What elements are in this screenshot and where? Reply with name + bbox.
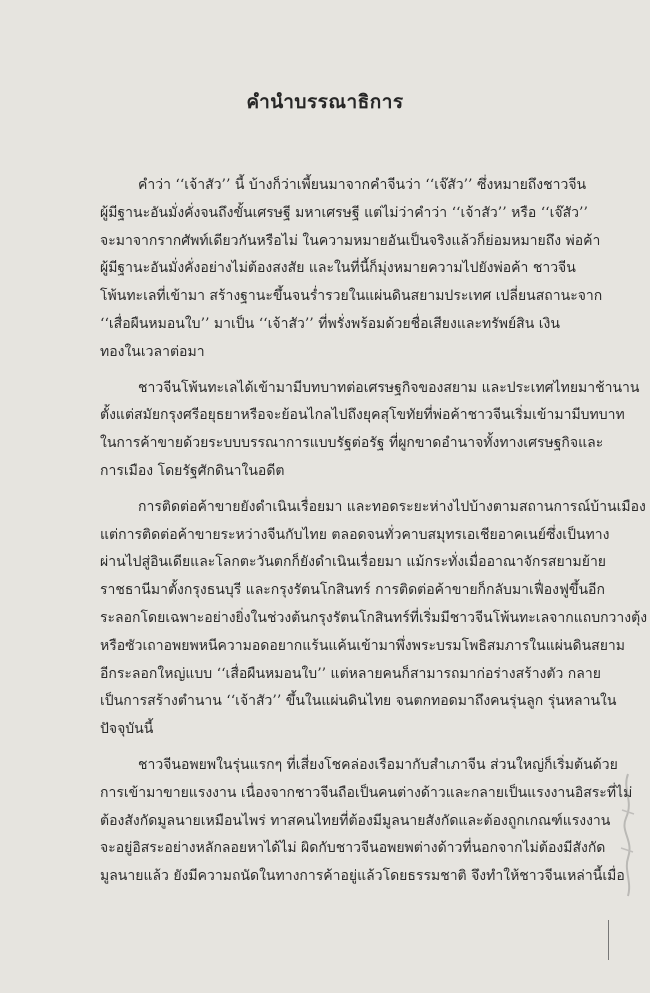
text-line: หรือซัวเถาอพยพหนีความอดอยากแร้นแค้นเข้ามาพึ่งพระบรมโพธิสมภารในแผ่นดินสยาม — [100, 637, 625, 654]
text-line: ผู้มีฐานะอันมั่งคั่งอย่างไม่ต้องสงสัย และในที่นี้ก็มุ่งหมายความไปยังพ่อค้า ชาวจีน — [100, 260, 576, 277]
paragraph-2 — [100, 375, 640, 486]
paragraph-3 — [100, 494, 648, 744]
text-line: มูลนายแล้ว ยังมีความถนัดในทางการค้าอยู่แล้วโดยธรรมชาติ จึงทำให้ชาวจีนเหล่านี้เมื่อ — [100, 868, 625, 885]
text-line: ทองในเวลาต่อมา — [100, 343, 205, 360]
text-line: จะอยู่อิสระอย่างหลักลอยหาได้ไม่ ผิดกับชาวจีนอพยพต่างด้าวที่นอกจากไม่ต้องมีสังกัด — [100, 840, 606, 857]
text-line: โพ้นทะเลที่เข้ามา สร้างฐานะขึ้นจนร่ำรวยในแผ่นดินสยามประเทศ เปลี่ยนสถานะจาก — [100, 288, 603, 305]
text-line: ปัจจุบันนี้ — [100, 721, 154, 738]
editorial-body — [100, 172, 648, 891]
text-line: ตั้งแต่สมัยกรุงศรีอยุธยาหรือจะย้อนไกลไปถึงยุคสุโขทัยที่พ่อค้าชาวจีนเริ่มเข้ามามีบทบาท — [100, 407, 625, 424]
text-line: ชาวจีนโพ้นทะเลได้เข้ามามีบทบาทต่อเศรษฐกิจของสยาม และประเทศไทยมาช้านาน — [138, 379, 640, 396]
text-line: ราชธานีมาตั้งกรุงธนบุรี และกรุงรัตนโกสินทร์ การติดต่อค้าขายก็กลับมาเฟื่องฟูขึ้นอีก — [100, 582, 605, 599]
text-line: ในการค้าขายด้วยระบบบรรณาการแบบรัฐต่อรัฐ ที่ผูกขาดอำนาจทั้งทางเศรษฐกิจและ — [100, 435, 604, 452]
text-line: การเข้ามาขายแรงงาน เนื่องจากชาวจีนถือเป็นคนต่างด้าวและกลายเป็นแรงงานอิสระที่ไม่ — [100, 784, 633, 801]
text-line: การเมือง โดยรัฐศักดินาในอดีต — [100, 462, 285, 479]
text-line: เป็นการสร้างตำนาน ‘‘เจ้าสัว’’ ขึ้นในแผ่นดินไทย จนตกทอดมาถึงคนรุ่นลูก รุ่นหลานใน — [100, 693, 617, 710]
text-line: ชาวจีนอพยพในรุ่นแรกๆ ที่เสี่ยงโชคล่องเรือมากับสำเภาจีน ส่วนใหญ่ก็เริ่มต้นด้วย — [138, 756, 618, 773]
text-line: จะมาจากรากศัพท์เดียวกันหรือไม่ ในความหมายอันเป็นจริงแล้วก็ย่อมหมายถึง พ่อค้า — [100, 232, 601, 249]
text-line: ต้องสังกัดมูลนายเหมือนไพร่ ทาสคนไทยที่ต้องมีมูลนายสังกัดและต้องถูกเกณฑ์แรงงาน — [100, 812, 611, 829]
text-line: การติดต่อค้าขายยังดำเนินเรื่อยมา และทอดระยะห่างไปบ้างตามสถานการณ์บ้านเมือง — [138, 498, 646, 515]
text-line: อีกระลอกใหญ่แบบ ‘‘เสื่อผืนหมอนใบ’’ แต่หลายคนก็สามารถมาก่อร่างสร้างตัว กลาย — [100, 665, 601, 682]
faded-margin-stamp-icon — [616, 770, 640, 900]
text-line: ผู้มีฐานะอันมั่งคั่งจนถึงขั้นเศรษฐี มหาเศรษฐี แต่ไม่ว่าคำว่า ‘‘เจ้าสัว’’ หรือ ‘‘เจ๊สัว’’ — [100, 204, 588, 221]
text-line: แต่การติดต่อค้าขายระหว่างจีนกับไทย ตลอดจนทั่วคาบสมุทรเอเชียอาคเนย์ซึ่งเป็นทาง — [100, 526, 610, 543]
text-line: ผ่านไปสู่อินเดียและโลกตะวันตกก็ยังดำเนินเรื่อยมา แม้กระทั่งเมื่ออาณาจักรสยามย้าย — [100, 554, 607, 571]
page-edge-divider — [608, 920, 609, 960]
paragraph-1 — [100, 172, 603, 367]
page-title: คำนำบรรณาธิการ — [246, 91, 404, 113]
text-line: คำว่า ‘‘เจ้าสัว’’ นี้ บ้างก็ว่าเพี้ยนมาจากคำจีนว่า ‘‘เจ๊สัว’’ ซึ่งหมายถึงชาวจีน — [138, 177, 587, 193]
text-line: ระลอกโดยเฉพาะอย่างยิ่งในช่วงต้นกรุงรัตนโกสินทร์ที่เริ่มมีชาวจีนโพ้นทะเลจากแถบกวางตุ้ง — [100, 609, 648, 626]
paragraph-4 — [100, 752, 633, 891]
text-line: ‘‘เสื่อผืนหมอนใบ’’ มาเป็น ‘‘เจ้าสัว’’ ที่พรั่งพร้อมด้วยชื่อเสียงและทรัพย์สิน เงิน — [100, 315, 560, 332]
